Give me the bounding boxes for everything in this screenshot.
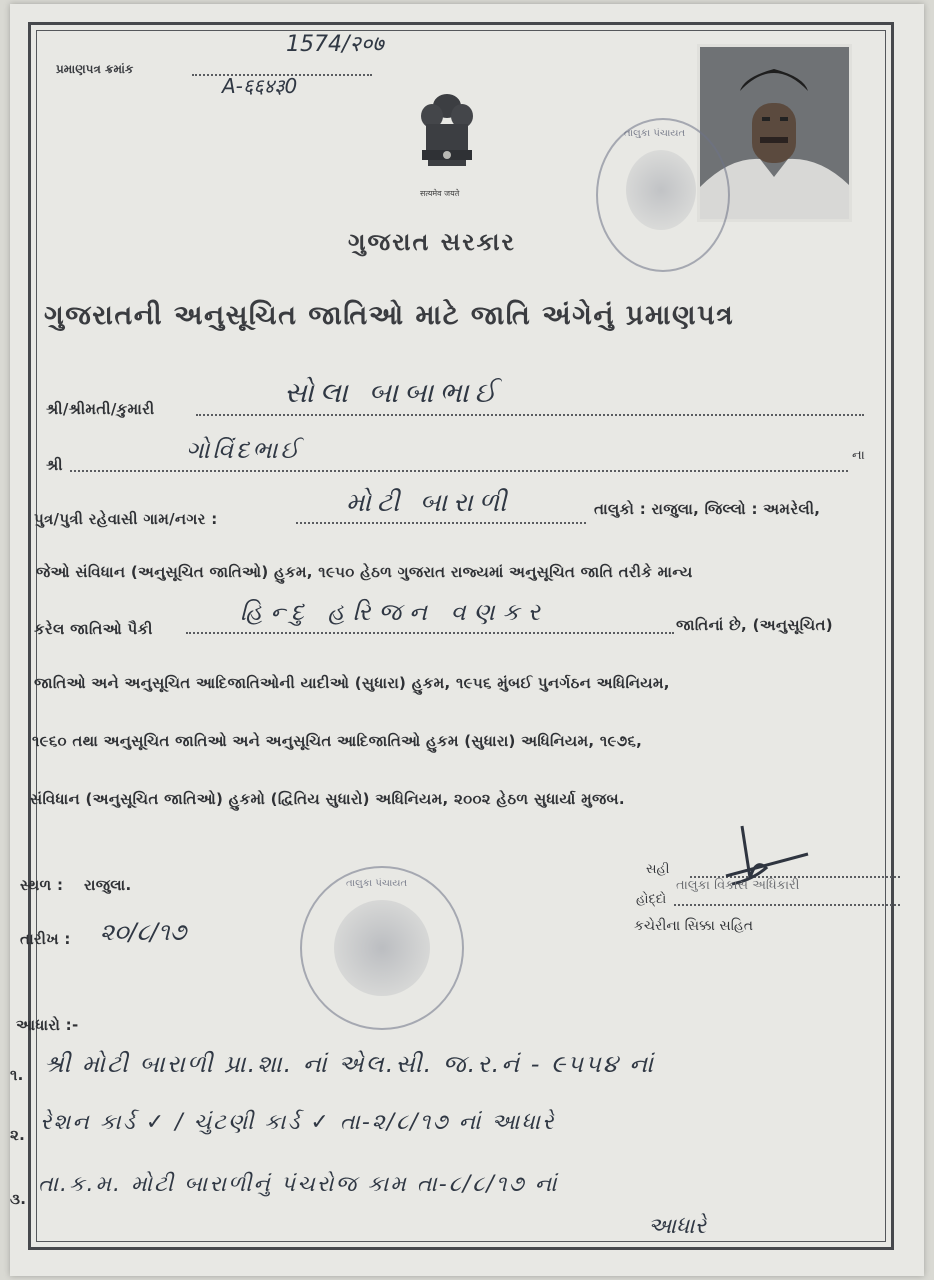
father-suffix: ના bbox=[852, 448, 865, 463]
basis-item-2-num: ૨. bbox=[10, 1126, 26, 1144]
date-value: ૨૦/૮/૧૭ bbox=[100, 918, 187, 946]
place-value: રાજુલા. bbox=[84, 876, 132, 894]
body-line-4: સંવિધાન (અનુસૂચિત જાતિઓ) હુકમો (દ્વિતિય સુધારો) અધિનિયમ, ૨૦૦૨ હેઠળ સુધાર્યા મુજબ. bbox=[30, 790, 625, 808]
basis-item-3-continuation: આધારે bbox=[648, 1214, 706, 1239]
designation-line bbox=[674, 904, 900, 906]
basis-item-2-text: રેશન કાર્ડ ✓ / ચુંટણી કાર્ડ ✓ તા-૨/૮/૧૭ નાં આધારે bbox=[40, 1110, 556, 1135]
village-suffix: તાલુકો : રાજુલા, જિલ્લો : અમરેલી, bbox=[594, 500, 821, 518]
village-value: મોટી બારાળી bbox=[346, 488, 513, 518]
government-title: ગુજરાત સરકાર bbox=[348, 228, 516, 256]
basis-item-3-num: ૩. bbox=[10, 1190, 27, 1208]
date-label: તારીખ : bbox=[20, 930, 71, 948]
caste-prefix: કરેલ જાતિઓ પૈકી bbox=[34, 620, 153, 638]
official-seal-top: તાલુકા પંચાયત bbox=[596, 118, 730, 272]
name-label: શ્રી/શ્રીમતી/કુમારી bbox=[46, 400, 155, 418]
emblem-caption: सत्यमेव जयते bbox=[420, 189, 460, 198]
father-label: શ્રી bbox=[46, 456, 63, 474]
designation-label: હોદ્દો bbox=[636, 892, 667, 907]
name-value: સોલા બાબાભાઈ bbox=[284, 376, 503, 409]
father-value: ગોવિંદભાઈ bbox=[186, 436, 302, 464]
father-line bbox=[70, 470, 848, 472]
basis-item-1-text: શ્રી મોટી બારાળી પ્રા.શા. નાં એલ.સી. જ.ર.નં - ૯૫૫૪ નાં bbox=[44, 1050, 656, 1078]
certificate-number-top: 1574/२०७ bbox=[286, 32, 384, 57]
caste-line bbox=[186, 632, 674, 634]
signature-label: સહી bbox=[646, 862, 670, 877]
official-seal-bottom: તાલુકા પંચાયત bbox=[300, 866, 464, 1030]
certificate-number-label: પ્રમાણપત્ર ક્રમાંક bbox=[56, 62, 134, 76]
basis-item-1-num: ૧. bbox=[10, 1066, 24, 1084]
village-label: પુત્ર/પુત્રી રહેવાસી ગામ/નગર : bbox=[34, 510, 218, 528]
body-line-3: ૧૯૬૦ તથા અનુસૂચિત જાતિઓ અને અનુસૂચિત આદિજાતિઓ હુકમ (સુધારા) અધિનિયમ, ૧૯૭૬, bbox=[32, 732, 643, 750]
designation-value: તાલુકા વિકાસ અધિકારી bbox=[676, 878, 800, 893]
office-seal-note: કચેરીના સિક્કા સહિત bbox=[634, 918, 754, 934]
basis-heading: આધારો :- bbox=[16, 1016, 79, 1034]
body-line-2: જાતિઓ અને અનુસૂચિત આદિજાતિઓની યાદીઓ (સુધારા) હુકમ, ૧૯૫૬ મુંબઈ પુનર્ગઠન અધિનિયમ, bbox=[34, 674, 670, 692]
certificate-title: ગુજરાતની અનુસૂચિત જાતિઓ માટે જાતિ અંગેનું પ્રમાણપત્ર bbox=[44, 300, 735, 331]
basis-item-3-text: તા.ક.મ. મોટી બારાળીનું પંચરોજ કામ તા-૮/૮/૧૭ નાં bbox=[38, 1172, 559, 1197]
caste-suffix: જાતિનાં છે, (અનુસૂચિત) bbox=[676, 616, 833, 634]
village-line bbox=[296, 522, 586, 524]
place-label: સ્થળ : bbox=[20, 876, 64, 894]
body-line-1: જેઓ સંવિધાન (અનુસૂચિત જાતિઓ) હુકમ, ૧૯૫૦ હેઠળ ગુજરાત રાજ્યમાં અનુસૂચિત જાતિ તરીકે માન્ય bbox=[36, 563, 693, 581]
caste-value: હિન્દુ હરિજન વણકર bbox=[240, 598, 548, 626]
certificate-number-bottom: A-६६४३0 bbox=[222, 74, 298, 98]
national-emblem-icon bbox=[412, 86, 482, 190]
name-line bbox=[196, 414, 864, 416]
